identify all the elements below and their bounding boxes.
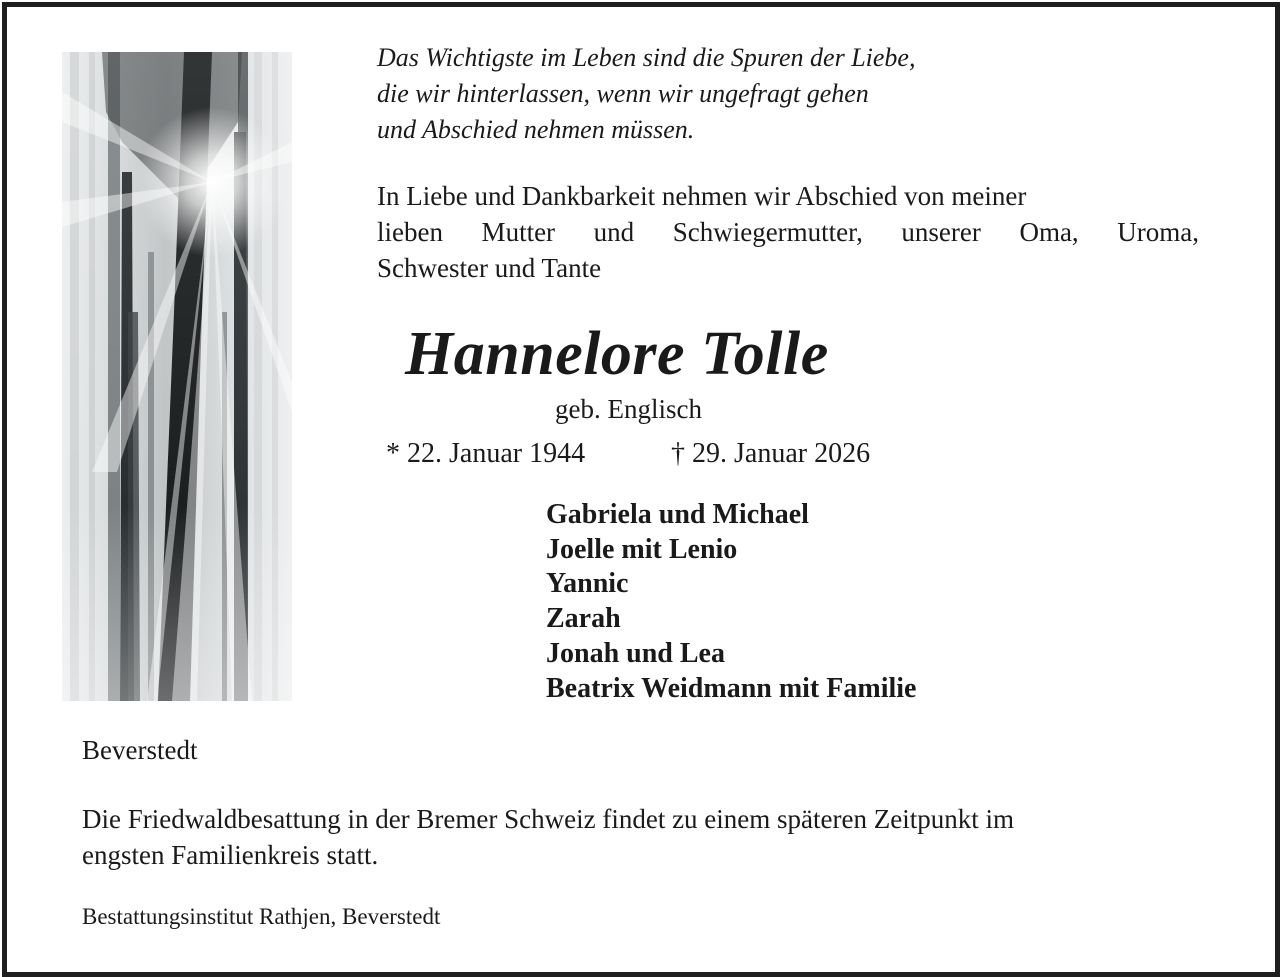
funeral-line: engsten Familienkreis statt. — [82, 840, 379, 870]
mourner: Joelle mit Lenio — [546, 533, 738, 565]
motto-line: Das Wichtigste im Leben sind die Spuren der Liebe, — [377, 43, 916, 72]
birth-date: * 22. Januar 1944 — [386, 438, 586, 469]
mourners-list — [546, 498, 916, 706]
death-date: † 29. Januar 2026 — [671, 438, 871, 469]
mourner: Jonah und Lea — [546, 637, 725, 669]
undertaker-credit: Bestattungsinstitut Rathjen, Beverstedt — [82, 904, 441, 929]
deceased-name: Hannelore Tolle — [405, 320, 829, 388]
funeral-notice — [82, 801, 1014, 873]
funeral-line: Die Friedwaldbesattung in der Bremer Schweiz findet zu einem späteren Zeitpunkt im — [82, 804, 1014, 834]
intro-text — [377, 178, 1199, 286]
place-name: Beverstedt — [82, 735, 198, 765]
intro-line: In Liebe und Dankbarkeit nehmen wir Abschied von meiner — [377, 181, 1027, 211]
intro-line: lieben Mutter und Schwiegermutter, unserer Oma, Uroma, — [377, 217, 1199, 247]
motto-quote — [377, 40, 915, 148]
mourner: Yannic — [546, 568, 629, 600]
intro-line: Schwester und Tante — [377, 253, 602, 283]
forest-sunbeams-photo — [62, 52, 292, 701]
mourner: Gabriela und Michael — [546, 499, 809, 530]
mourner: Beatrix Weidmann mit Familie — [546, 672, 917, 704]
mourner: Zarah — [546, 603, 621, 635]
motto-line: die wir hinterlassen, wenn wir ungefragt gehen — [377, 79, 869, 108]
birth-name: geb. Englisch — [555, 394, 702, 424]
motto-line: und Abschied nehmen müssen. — [377, 115, 695, 144]
